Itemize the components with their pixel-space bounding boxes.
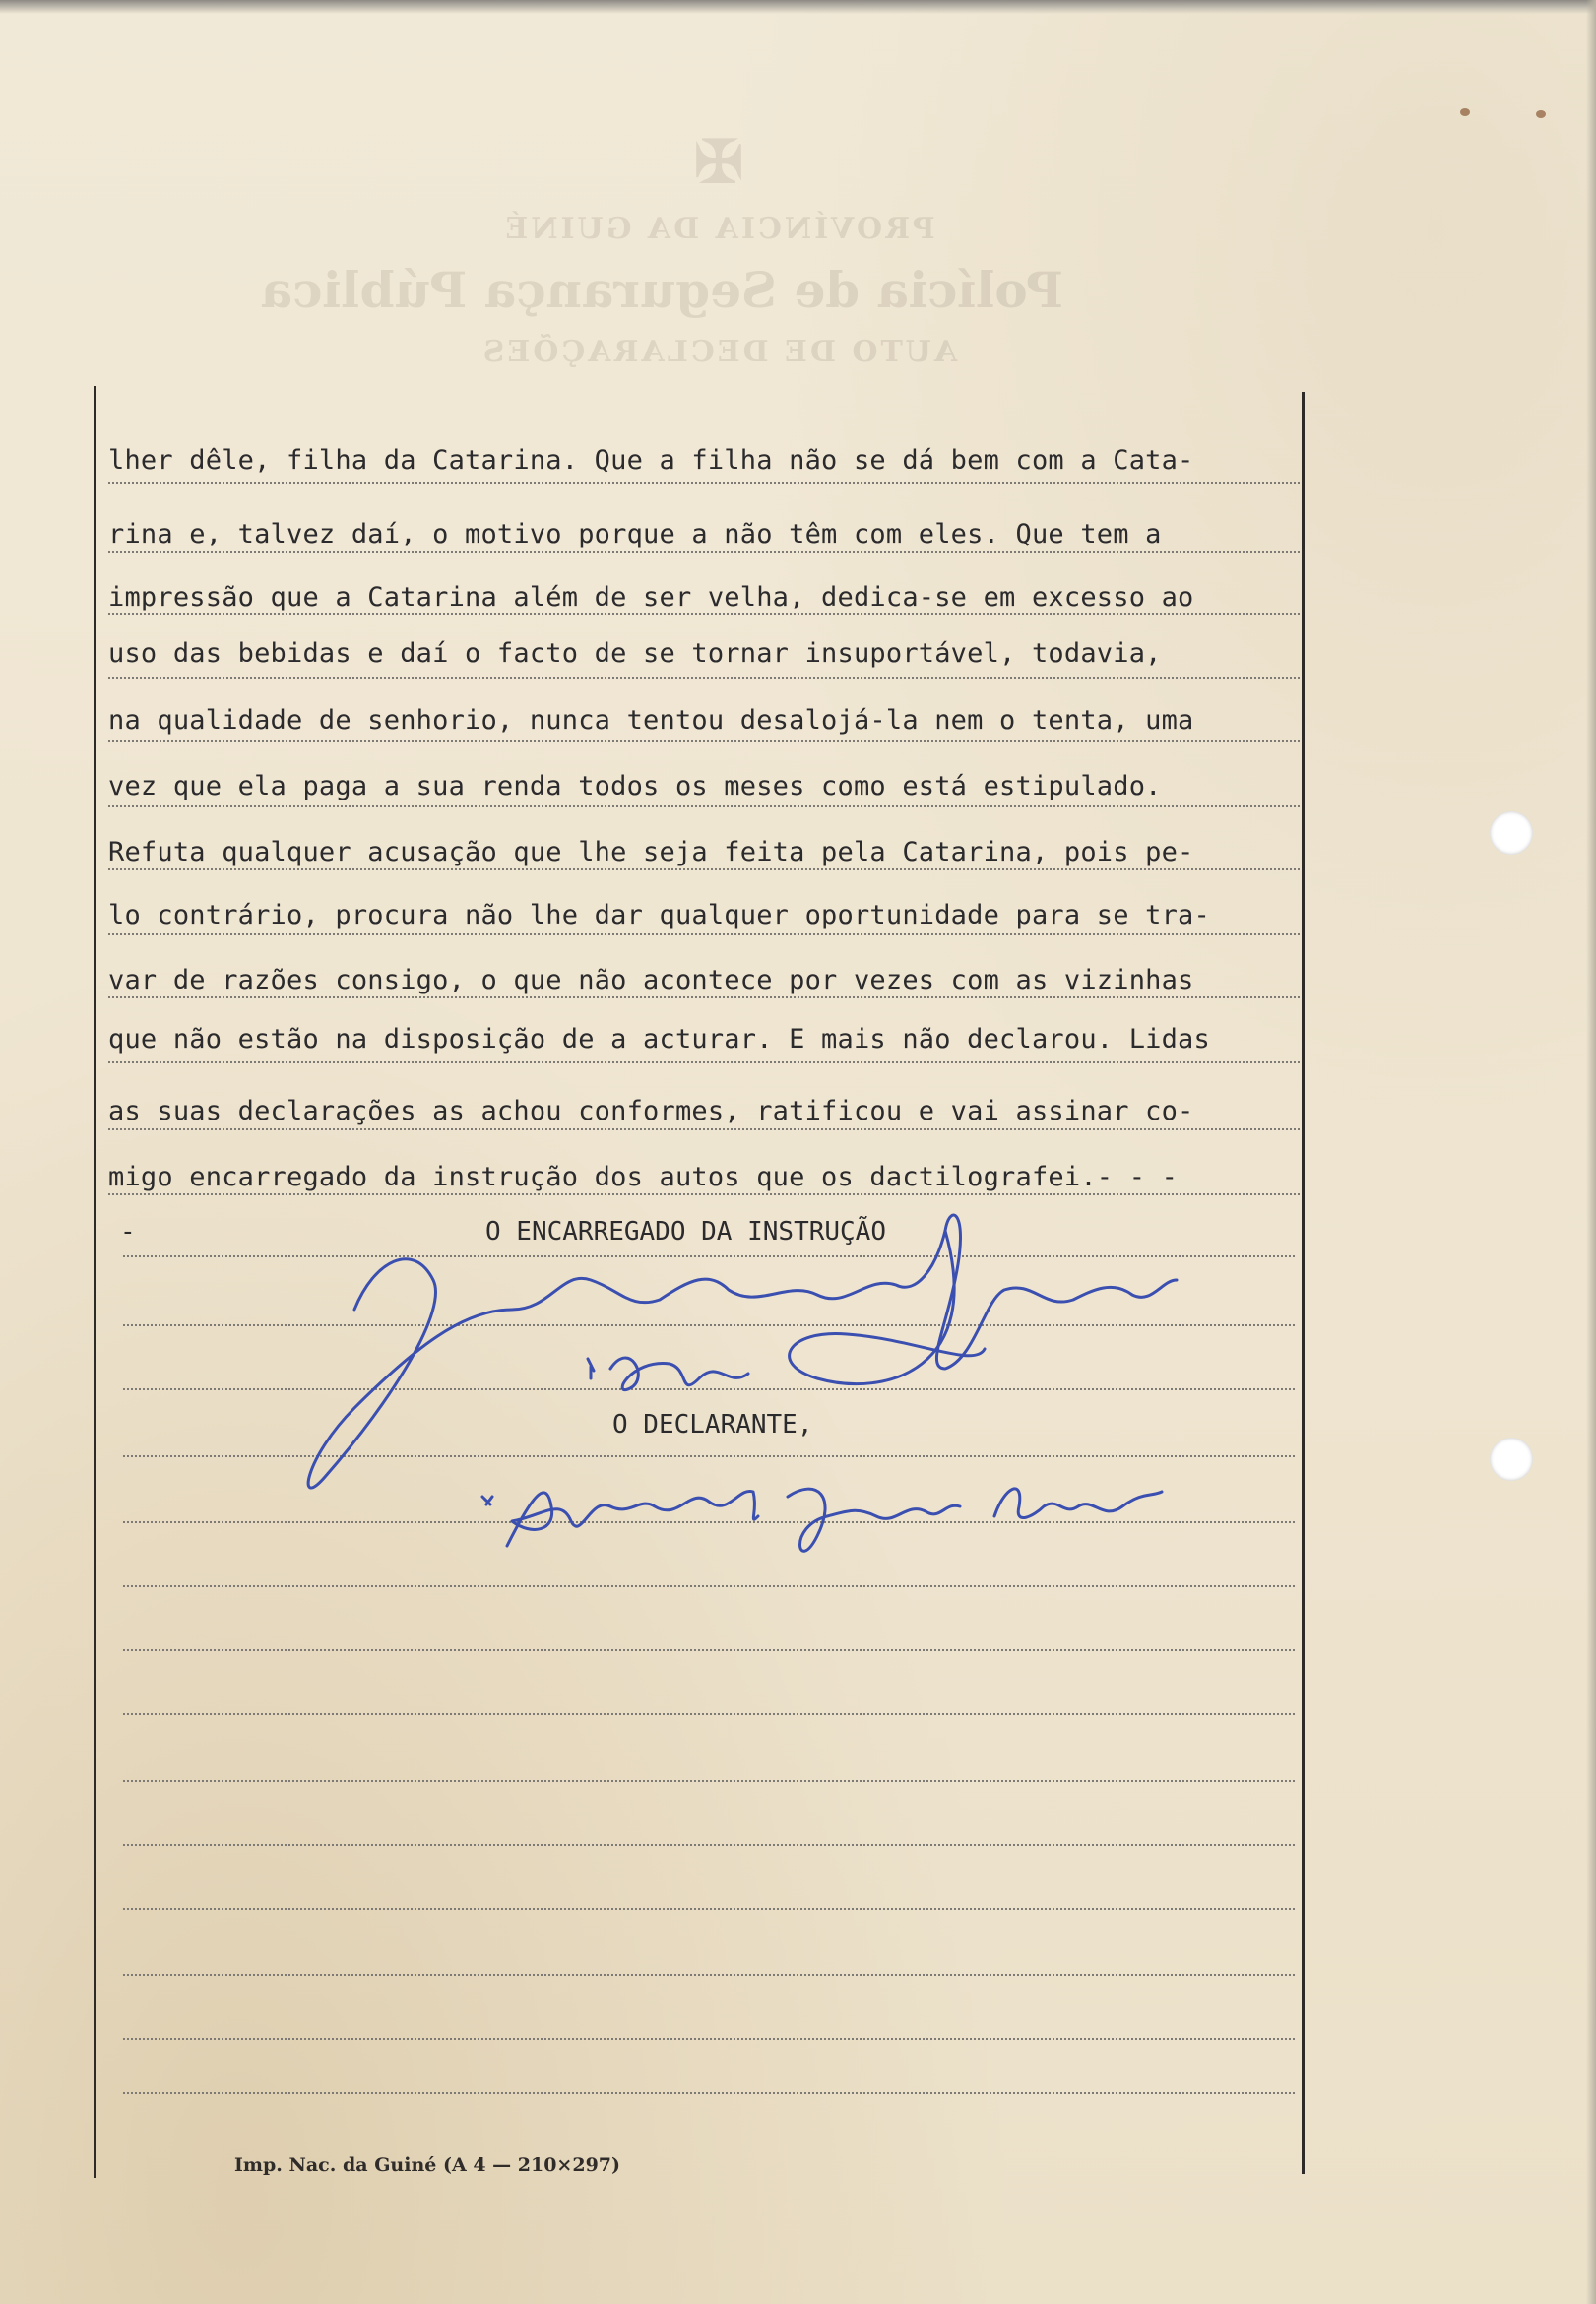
printer-imprint: Imp. Nac. da Guiné (A 4 — 210×297) (234, 2154, 620, 2176)
continuation-dash: - (120, 1217, 136, 1247)
body-line: na qualidade de senhorio, nunca tentou desalojá-la nem o tenta, uma (108, 705, 1194, 736)
letterhead-document-type: AUTO DE DECLARAÇÕES (479, 335, 958, 369)
body-line: var de razões consigo, o que não acontece por vezes com as vizinhas (108, 965, 1194, 995)
officer-signature (308, 1215, 1177, 1488)
officer-signature-label: O ENCARREGADO DA INSTRUÇÃO (485, 1217, 886, 1247)
body-line: lo contrário, procura não lhe dar qualquer oportunidade para se tra- (108, 900, 1210, 930)
body-line: impressão que a Catarina além de ser velha, dedica-se em excesso ao (108, 582, 1194, 612)
punch-hole (1490, 1438, 1533, 1481)
declarant-signature-label: O DECLARANTE, (612, 1410, 813, 1440)
officer-rank-signature (588, 1358, 748, 1390)
letterhead-province: PROVÍNCIA DA GUINÉ (502, 212, 935, 246)
body-line: rina e, talvez daí, o motivo porque a não têm com eles. Que tem a (108, 519, 1162, 549)
rust-mark (1536, 110, 1546, 118)
letterhead-agency: Polícia de Segurança Pública (260, 261, 1063, 319)
body-line: as suas declarações as achou conformes, ratificou e vai assinar co- (108, 1096, 1194, 1126)
letterhead-crest-icon: ✠ (693, 128, 744, 197)
body-line: lher dêle, filha da Catarina. Que a filha não se dá bem com a Cata- (108, 445, 1194, 476)
declarant-signature (482, 1489, 1162, 1551)
body-line: que não estão na disposição de a acturar. E mais não declarou. Lidas (108, 1024, 1210, 1055)
body-line: Refuta qualquer acusação que lhe seja feita pela Catarina, pois pe- (108, 837, 1194, 867)
rust-mark (1460, 108, 1470, 116)
body-line: vez que ela paga a sua renda todos os meses como está estipulado. (108, 771, 1162, 801)
body-line: migo encarregado da instrução dos autos que os dactilografei.- - - (108, 1162, 1179, 1192)
body-line: uso das bebidas e daí o facto de se tornar insuportável, todavia, (108, 638, 1162, 669)
punch-hole (1490, 811, 1533, 855)
